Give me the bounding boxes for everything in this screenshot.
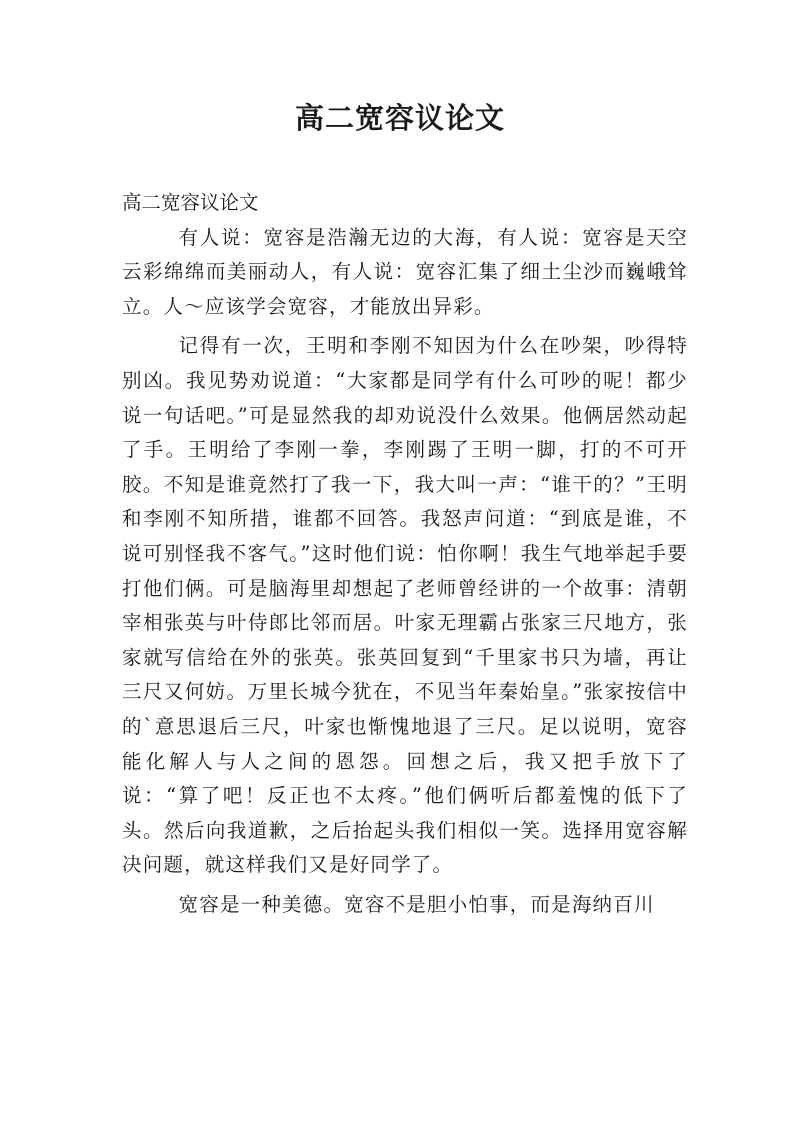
document-body [122,186,688,922]
document-subtitle: 高二宽容议论文 [122,191,259,214]
paragraph-1: 有人说：宽容是浩瀚无边的大海，有人说：宽容是天空云彩绵绵而美丽动人，有人说：宽容汇集了细土尘沙而巍峨耸立。人～应该学会宽容，才能放出异彩。 [122,225,688,318]
paragraph-3: 宽容是一种美德。宽容不是胆小怕事，而是海纳百川 [178,892,655,916]
paragraph-2: 记得有一次，王明和李刚不知因为什么在吵架，吵得特别凶。我见势劝说道：“大家都是同学有什么可吵的呢！都少说一句话吧。”可是显然我的却劝说没什么效果。他俩居然动起了手。王明给了李刚一拳，李刚踢了王明一脚，打的不可开胶。不知是谁竟然打了我一下，我大叫一声：“谁干的？”王明和李刚不知所措，谁都不回答。我怒声问道：“到底是谁，不说可别怪我不客气。”这时他们说：怕你啊！我生气地举起手要打他们俩。可是脑海里却想起了老师曾经讲的一个故事：清朝宰相张英与叶侍郎比邻而居。叶家无理霸占张家三尺地方，张家就写信给在外的张英。张英回复到“千里家书只为墙，再让三尺又何妨。万里长城今犹在，不见当年秦始皇。”张家按信中的`意思退后三尺，叶家也惭愧地退了三尺。足以说明，宽容能化解人与人之间的恩怨。回想之后，我又把手放下了说：“算了吧！反正也不太疼。”他们俩听后都羞愧的低下了头。然后向我道歉，之后抬起头我们相似一笑。选择用宽容解决问题，就这样我们又是好同学了。 [122,334,688,877]
document-title: 高二宽容议论文 [294,101,505,135]
